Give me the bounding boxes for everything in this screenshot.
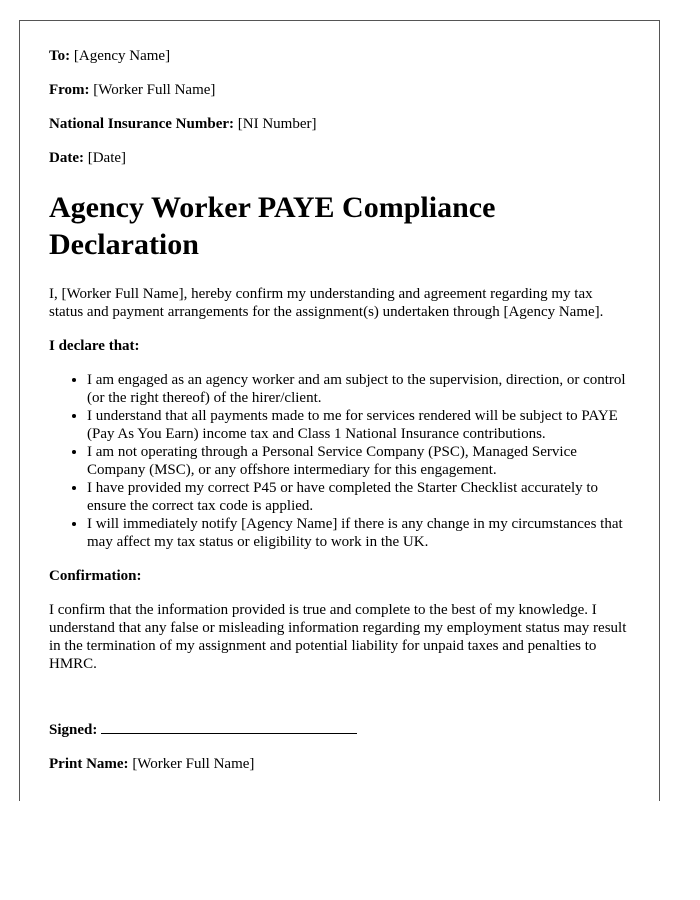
to-label: To: [49,48,71,64]
ni-number-value: [NI Number] [237,116,317,132]
declaration-document [19,20,660,801]
date-label: Date: [49,150,84,166]
print-name-value: [Worker Full Name] [132,756,255,772]
declaration-item: • I will immediately notify [Agency Name] if there is any change in my circumstances that may affect my tax status or eligibility to work in the UK. [87,515,630,551]
declaration-item: • I am not operating through a Personal Service Company (PSC), Managed Service Company (MSC), or any offshore intermediary for this engagement. [87,443,630,479]
from-value: [Worker Full Name] [93,82,216,98]
declaration-item: • I understand that all payments made to me for services rendered will be subject to PAYE (Pay As You Earn) income tax and Class 1 National Insurance contributions. [87,407,630,443]
from-label: From: [49,82,90,98]
from-line [49,81,630,99]
ni-number-line [49,115,630,133]
ni-number-label: National Insurance Number: [49,116,235,132]
intro-paragraph: I, [Worker Full Name], hereby confirm my understanding and agreement regarding my tax status and payment arrangements for the assignment(s) undertaken through [Agency Name]. [49,286,604,320]
date-value: [Date] [87,150,127,166]
date-line [49,149,630,167]
confirmation-heading: Confirmation: [49,568,142,584]
declaration-item: • I am engaged as an agency worker and am subject to the supervision, direction, or control (or the right thereof) of the hirer/client. [87,371,630,407]
print-name-label: Print Name: [49,756,129,772]
declaration-item: • I have provided my correct P45 or have completed the Starter Checklist accurately to ensure the correct tax code is applied. [87,479,630,515]
declaration-list [49,371,630,551]
document-title: Agency Worker PAYE Compliance Declaration [49,191,496,261]
to-value: [Agency Name] [73,48,171,64]
print-name-line [49,755,630,773]
signature-line [101,719,357,734]
declare-heading: I declare that: [49,338,140,354]
signed-line [49,719,630,739]
signed-label: Signed: [49,722,98,738]
confirmation-paragraph: I confirm that the information provided is true and complete to the best of my knowledge. I understand that any false or misleading information regarding my employment status may result in the termination of my assignment and potential liability for unpaid taxes and penalties to HMRC. [49,602,627,672]
to-line [49,47,630,65]
